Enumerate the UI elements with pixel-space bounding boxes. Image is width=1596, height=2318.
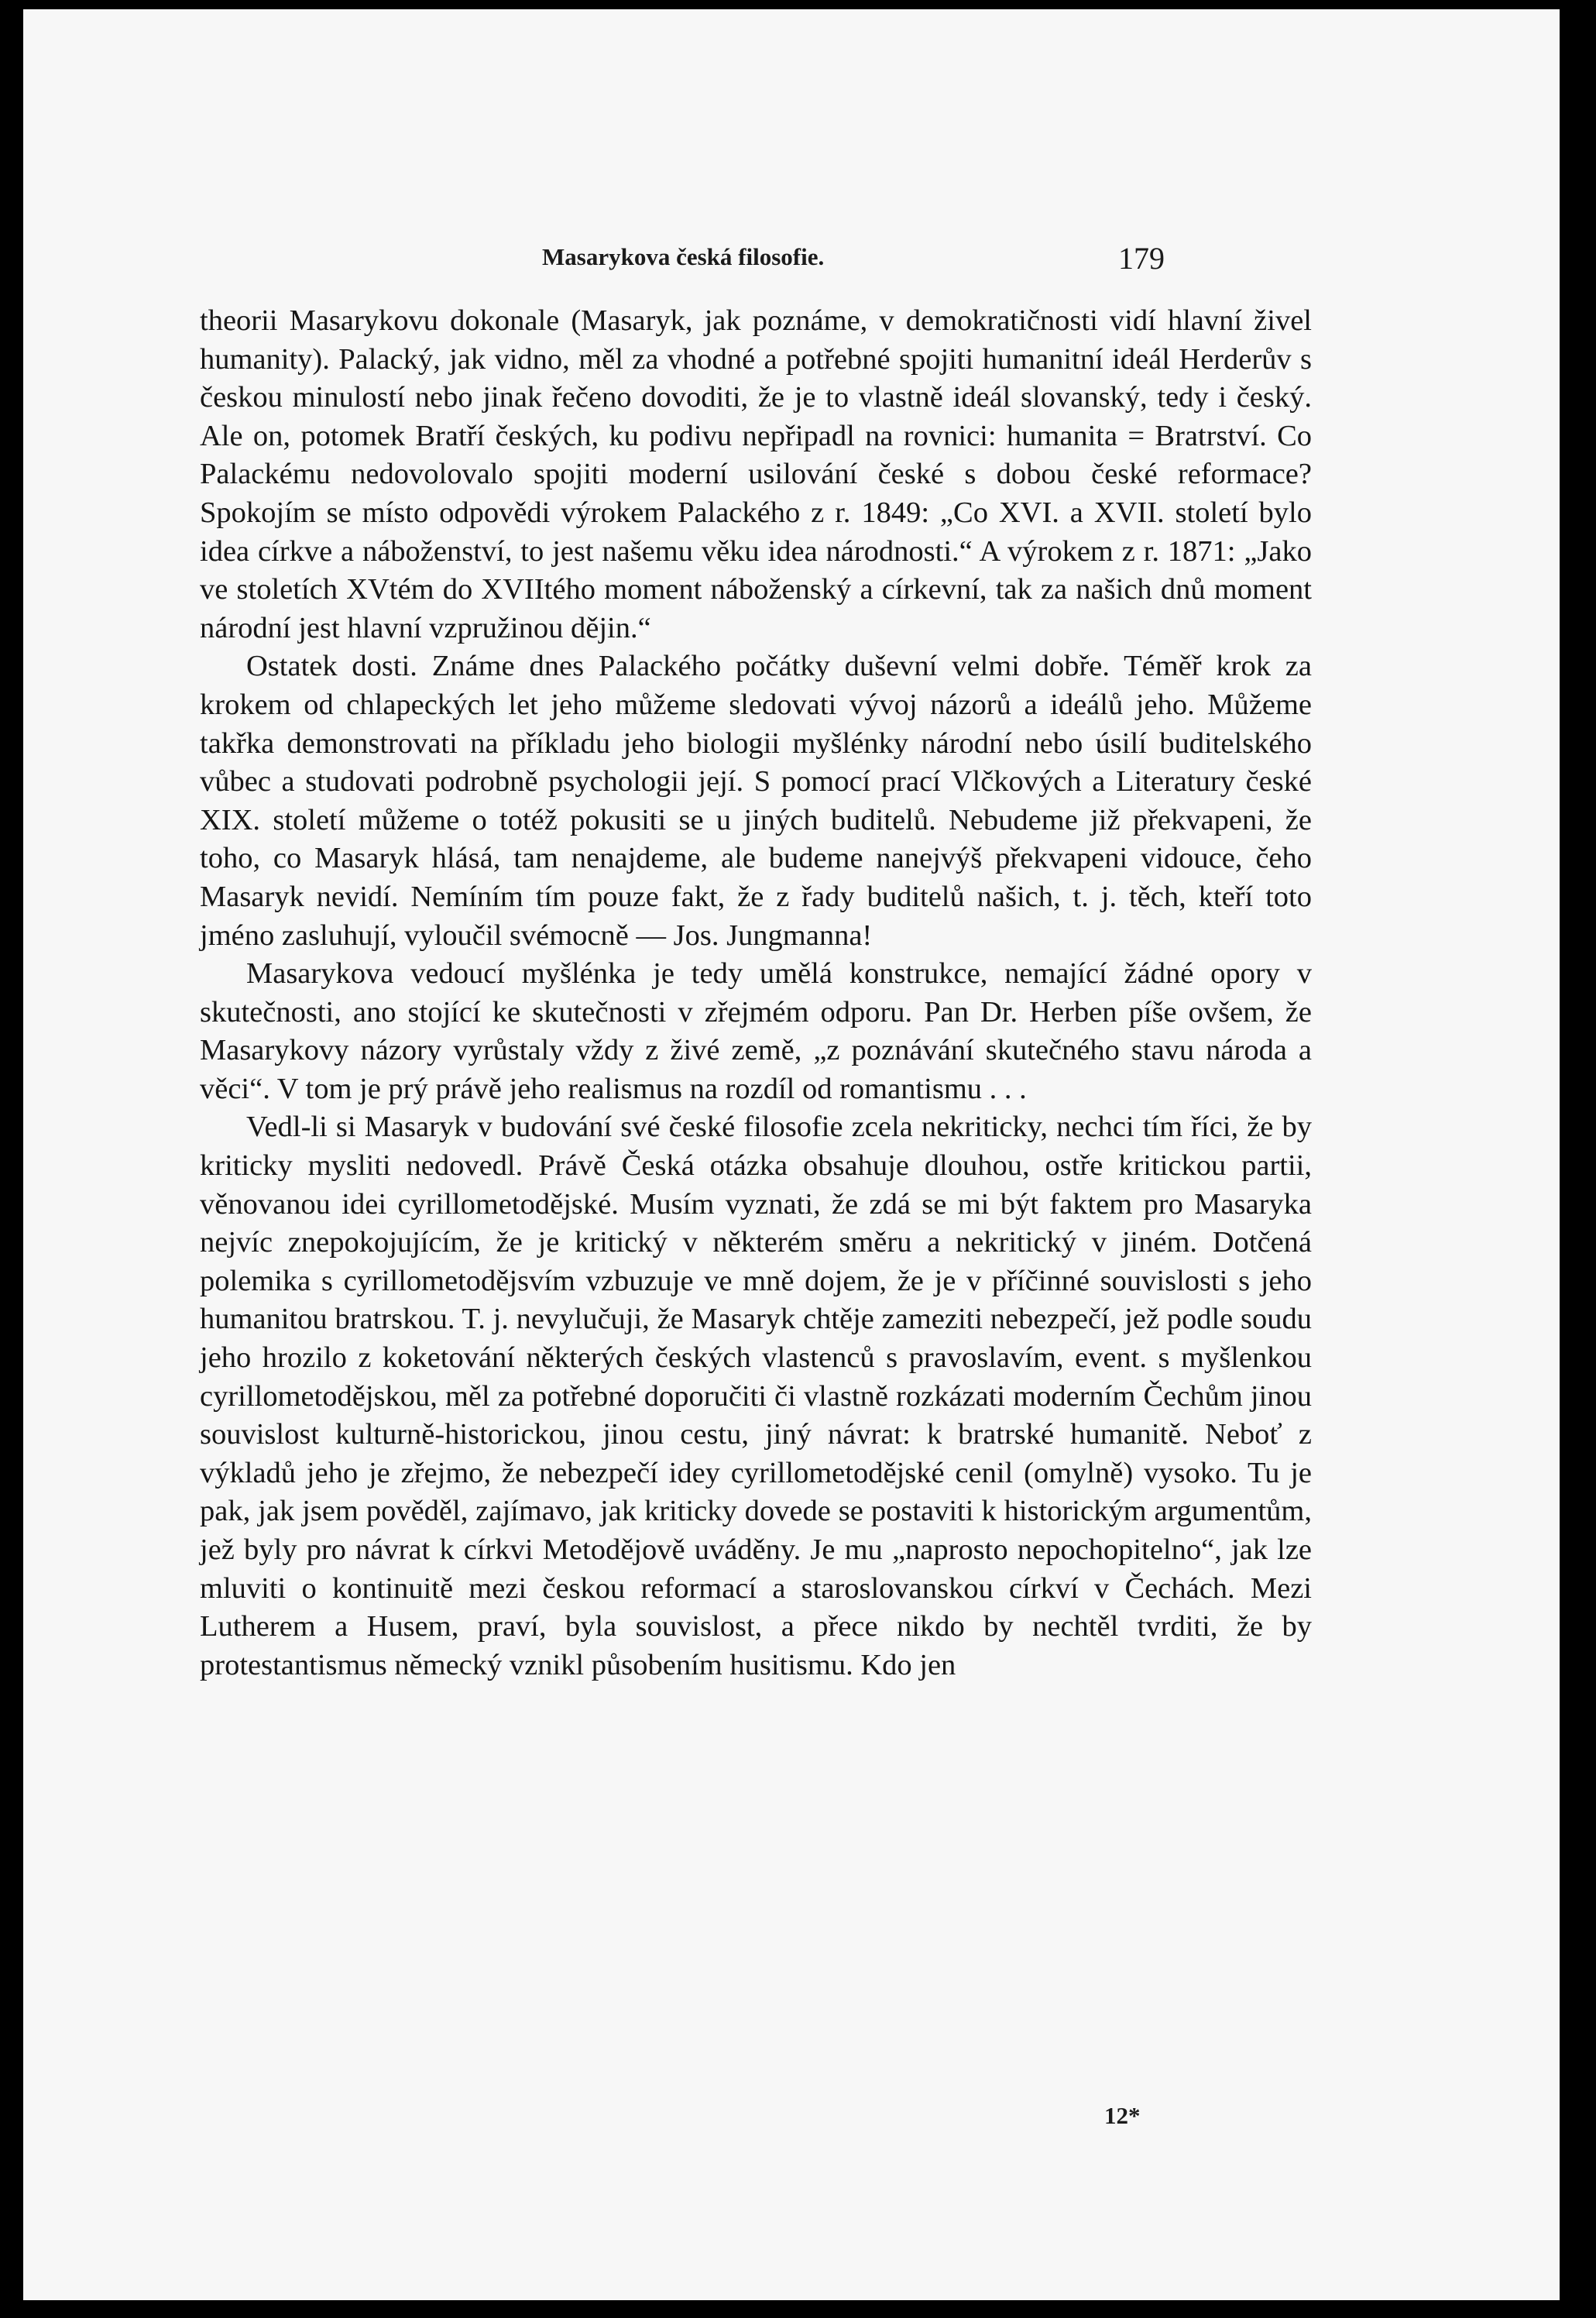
page-number: 179 xyxy=(1118,241,1165,276)
running-head xyxy=(23,237,1560,276)
body-text xyxy=(200,302,1312,1684)
paragraph-4: Vedl-li si Masaryk v budování své české filosofie zcela nekriticky, nechci tím říci, že by kriticky mysliti nedovedl. Právě Česká otázka obsahuje dlouhou, ostře kritickou partii, věnovanou idei cyrillometodějské. Musím vyznati, že zdá se mi být faktem pro Masaryka nejvíc znepokojujícím, že je kritický v některém směru a nekritický v jiném. Dotčená polemika s cyrillometodějsvím vzbuzuje ve mně dojem, že je v příčinné souvislosti s jeho humanitou bratrskou. T. j. nevylučuji, že Masaryk chtěje zameziti nebezpečí, jež podle soudu jeho hrozilo z koketování některých českých vlastenců s pravoslavím, event. s myšlenkou cyrillometodějskou, měl za potřebné doporučiti či vlastně rozkázati moderním Čechům jinou souvislost kulturně-historickou, jinou cestu, jiný návrat: k bratrské humanitě. Neboť z výkladů jeho je zřejmo, že nebezpečí idey cyrillometodějské cenil (omylně) vysoko. Tu je pak, jak jsem pověděl, zajímavo, jak kriticky dovede se postaviti k historickým argumentům, jež byly pro návrat k církvi Metodějově uváděny. Je mu „naprosto nepochopitelno“, jak lze mluviti o kontinuitě mezi českou reformací a staroslovanskou církví v Čechách. Mezi Lutherem a Husem, praví, byla souvislost, a přece nikdo by nechtěl tvrditi, že by protestantismus německý vznikl působením husitismu. Kdo jen xyxy=(200,1111,1312,1681)
signature-mark: 12* xyxy=(1104,2102,1141,2129)
paragraph-3: Masarykova vedoucí myšlénka je tedy umělá konstrukce, nemající žádné opory v skutečnosti, ano stojící ke skutečnosti v zřejmém odporu. Pan Dr. Herben píše ovšem, že Masarykovy názory vyrůstaly vždy z živé země, „z poznávání skutečného stavu národa a věci“. V tom je prý právě jeho realismus na rozdíl od romantismu . . . xyxy=(200,957,1312,1105)
book-page xyxy=(23,9,1560,2300)
paragraph-2: Ostatek dosti. Známe dnes Palackého počátky duševní velmi dobře. Téměř krok za krokem od chlapeckých let jeho můžeme sledovati vývoj názorů a ideálů jeho. Můžeme takřka demonstrovati na příkladu jeho biologii myšlénky národní nebo úsilí buditelského vůbec a studovati podrobně psychologii její. S pomocí prací Vlčkových a Literatury české XIX. století můžeme o totéž pokusiti se u jiných buditelů. Nebudeme již překvapeni, že toho, co Masaryk hlásá, tam nenajdeme, ale budeme nanejvýš překvapeni vidouce, čeho Masaryk nevidí. Nemíním tím pouze fakt, že z řady buditelů našich, t. j. těch, kteří toto jméno zasluhují, vyloučil svémocně — Jos. Jungmanna! xyxy=(200,650,1312,952)
running-title: Masarykova česká filosofie. xyxy=(542,243,825,270)
paragraph-1: theorii Masarykovu dokonale (Masaryk, jak poznáme, v demokratičnosti vidí hlavní živel humanity). Palacký, jak vidno, měl za vhodné a potřebné spojiti humanitní ideál Herderův s českou minulostí nebo jinak řečeno dovoditi, že je to vlastně ideál slovanský, tedy i český. Ale on, potomek Bratří českých, ku podivu nepřipadl na rovnici: humanita = Bratrství. Co Palackému nedovolovalo spojiti moderní usilování české s dobou české reformace? Spokojím se místo odpovědi výrokem Palackého z r. 1849: „Co XVI. a XVII. století bylo idea církve a náboženství, to jest našemu věku idea národnosti.“ A výrokem z r. 1871: „Jako ve stoletích XVtém do XVIItého moment náboženský a církevní, tak za našich dnů moment národní jest hlavní vzpružinou dějin.“ xyxy=(200,304,1312,644)
